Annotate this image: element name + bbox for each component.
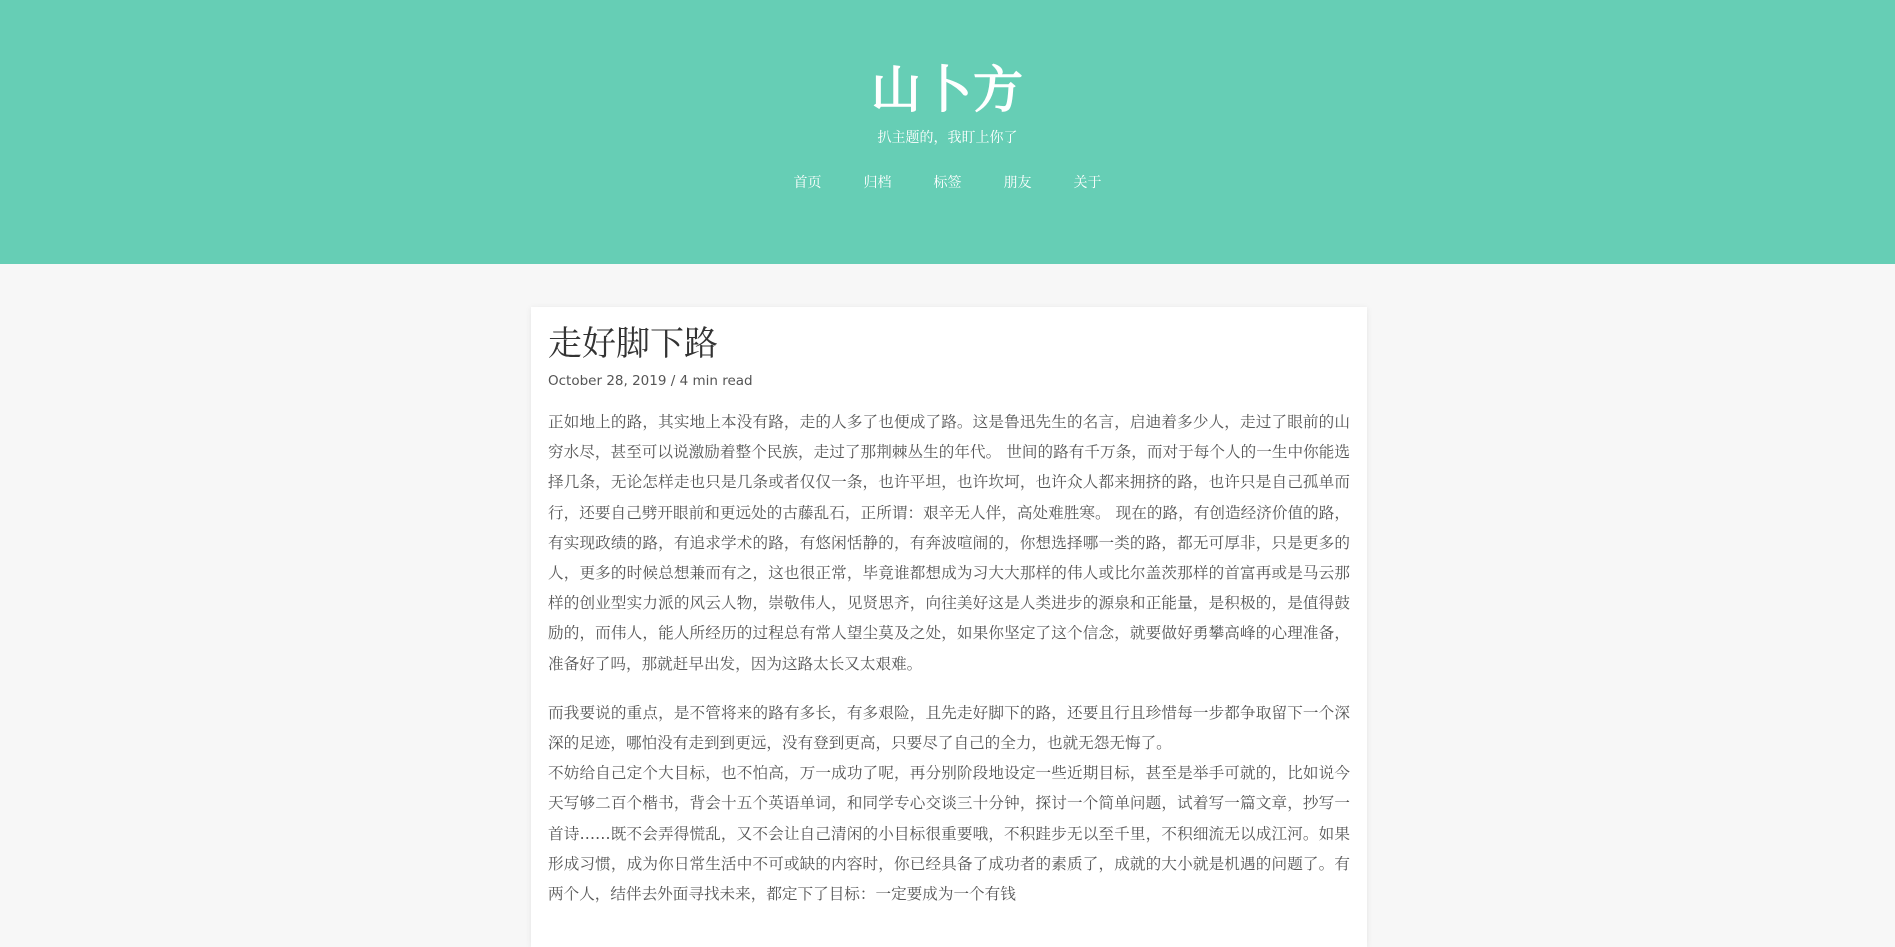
site-title[interactable]: 山卜方 [871,61,1024,119]
post-meta: October 28, 2019 / 4 min read [548,373,753,389]
nav-item-archive[interactable]: 归档 [863,175,892,191]
nav-item-home[interactable]: 首页 [793,175,822,191]
post-paragraph: 正如地上的路，其实地上本没有路，走的人多了也便成了路。这是鲁迅先生的名言，启迪着多少人，走过了眼前的山穷水尽，甚至可以说激励着整个民族，走过了那荆棘丛生的年代。 世间的路有千万条，而对于每个人的一生中你能选择几条，无论怎样走也只是几条或者仅仅一条，也许平坦，也许坎坷，也许众人都来拥挤的路，也许只是自己孤单而行，还要自己劈开眼前和更远处的古藤乱石，正所谓：艰辛无人伴，高处难胜寒。 现在的路，有创造经济价值的路，有实现政绩的路，有追求学术的路，有悠闲恬静的，有奔波喧闹的，你想选择哪一类的路，都无可厚非，只是更多的人，更多的时候总想兼而有之，这也很正常，毕竟谁都想成为习大大那样的伟人或比尔盖茨那样的首富再或是马云那样的创业型实力派的风云人物，崇敬伟人，见贤思齐，向往美好这是人类进步的源泉和正能量，是积极的，是值得鼓励的，而伟人，能人所经历的过程总有常人望尘莫及之处，如果你坚定了这个信念，就要做好勇攀高峰的心理准备，准备好了吗，那就赶早出发，因为这路太长又太艰难。 [548,413,1350,673]
nav-item-tags[interactable]: 标签 [933,175,962,191]
post-paragraph: 不妨给自己定个大目标，也不怕高，万一成功了呢，再分别阶段地设定一些近期目标，甚至是举手可就的，比如说今天写够二百个楷书，背会十五个英语单词，和同学专心交谈三十分钟，探讨一个简单问题，试着写一篇文章，抄写一首诗……既不会弄得慌乱，又不会让自己清闲的小目标很重要哦，不积跬步无以至千里，不积细流无以成江河。如果形成习惯，成为你日常生活中不可或缺的内容时，你已经具备了成功者的素质了，成就的大小就是机遇的问题了。有两个人，结伴去外面寻找未来，都定下了目标：一定要成为一个有钱 [548,764,1350,904]
post-card [531,307,1367,947]
post-title: 走好脚下路 [548,324,718,364]
post-body [548,407,1350,909]
nav-item-about[interactable]: 关于 [1073,175,1102,191]
site-header [0,0,1895,264]
post-paragraph: 而我要说的重点，是不管将来的路有多长，有多艰险，且先走好脚下的路，还要且行且珍惜每一步都争取留下一个深深的足迹，哪怕没有走到到更远，没有登到更高，只要尽了自己的全力，也就无怨无悔了。 [548,703,1350,753]
main-nav [0,172,1895,192]
nav-item-friends[interactable]: 朋友 [1003,175,1032,191]
site-subtitle: 扒主题的，我盯上你了 [877,130,1018,146]
